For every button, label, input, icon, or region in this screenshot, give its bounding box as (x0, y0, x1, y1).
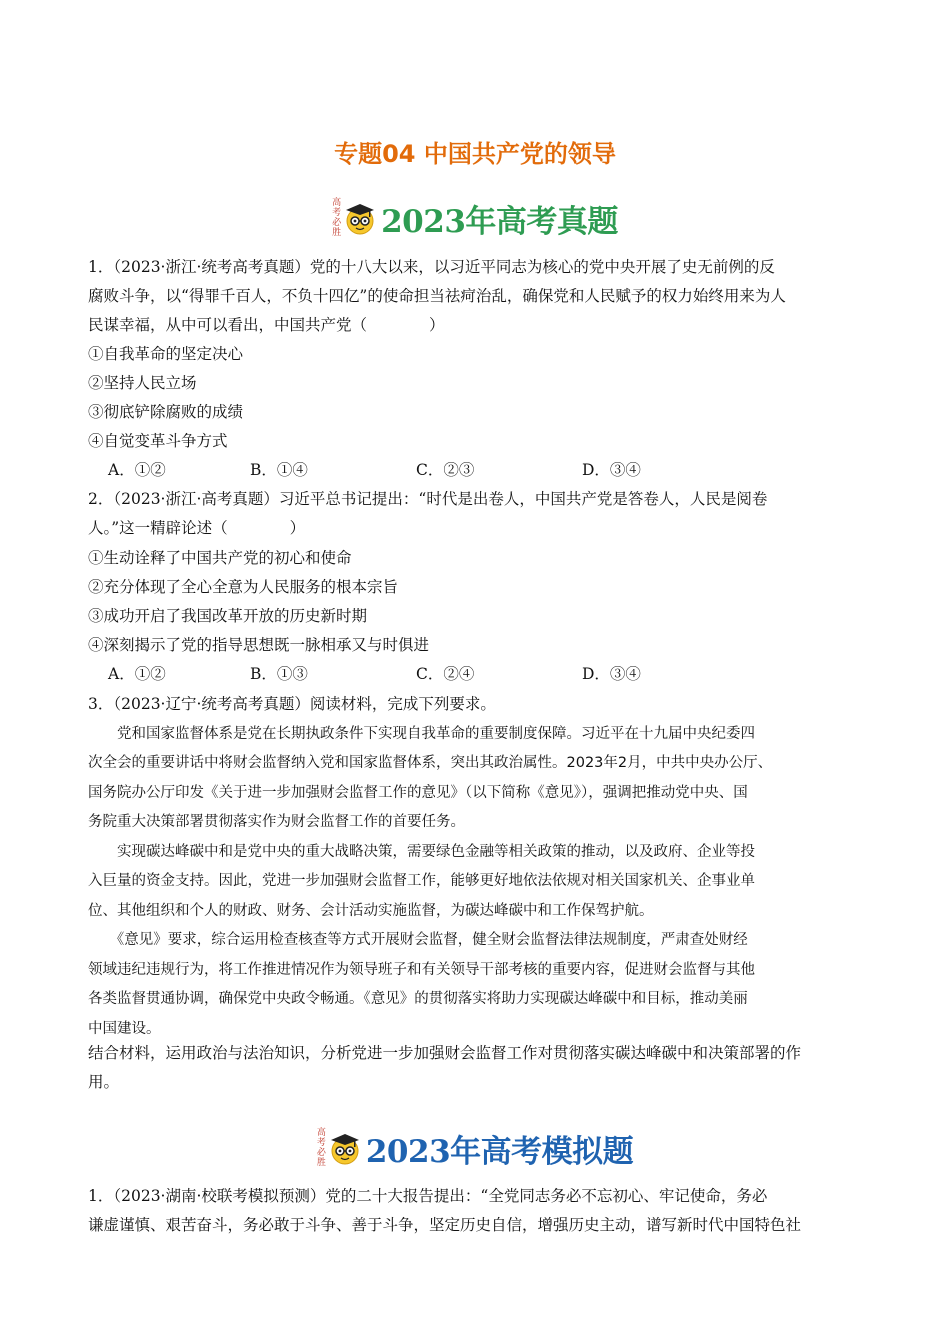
q1-item: ①自我革命的坚定决心 (88, 345, 244, 363)
q2-item: ②充分体现了全心全意为人民服务的根本宗旨 (88, 578, 399, 596)
q2-item: ③成功开启了我国改革开放的历史新时期 (88, 607, 368, 625)
badge-char: 考 (316, 1138, 326, 1148)
badge-vertical-text (332, 198, 341, 238)
q3-material-line: 位、其他组织和个人的财政、财务、会计活动实施监督，为碳达峰碳中和工作保驾护航。 (88, 903, 654, 919)
section-header-exam (0, 190, 950, 242)
q1-item: ②坚持人民立场 (88, 374, 197, 392)
exam-mascot-badge (317, 1128, 362, 1168)
q3-material-line: 次全会的重要讲话中将财会监督纳入党和国家监督体系，突出其政治属性。2023年2月，中共中央办公厅、 (88, 755, 773, 771)
q3-material-line: 领域违纪违规行为，将工作推进情况作为领导班子和有关领导干部考核的重要内容，促进财会监督与其他 (88, 962, 755, 978)
badge-char: 胜 (332, 228, 342, 238)
q3-ask-line: 结合材料，运用政治与法治知识，分析党进一步加强财会监督工作对贯彻落实碳达峰碳中和决策部署的作 (88, 1044, 802, 1062)
badge-char: 必 (316, 1148, 326, 1158)
q2-stem-line: 人。”这一精辟论述（ ） (88, 519, 306, 537)
q2-option-a: A．①② (108, 665, 166, 683)
page-title: 专题04 中国共产党的领导 (334, 140, 616, 168)
q3-stem: 3．（2023·辽宁·统考高考真题）阅读材料，完成下列要求。 (88, 695, 496, 713)
q1-option-a: A．①② (108, 461, 166, 479)
q3-material-line: 中国建设。 (88, 1021, 161, 1037)
q2-option-c: C．②④ (416, 665, 475, 683)
section-header-mock (0, 1120, 950, 1172)
q3-material-line: 实现碳达峰碳中和是党中央的重大战略决策，需要绿色金融等相关政策的推动，以及政府、企业等投 (88, 844, 755, 860)
q1-option-b: B．①④ (250, 461, 308, 479)
section-title-exam: 2023年高考真题 (381, 203, 618, 240)
q3-material-line: 各类监督贯通协调，确保党中央政令畅通。《意见》的贯彻落实将助力实现碳达峰碳中和目标，推动美丽 (88, 991, 748, 1007)
m1-stem-line: 1．（2023·湖南·校联考模拟预测）党的二十大报告提出：“全党同志务必不忘初心、牢记使命，务必 (88, 1187, 768, 1205)
q1-stem-line: 1．（2023·浙江·统考高考真题）党的十八大以来，以习近平同志为核心的党中央开展了史无前例的反 (88, 258, 775, 276)
badge-char: 考 (332, 208, 342, 218)
q3-material-line: 入巨量的资金支持。因此，党进一步加强财会监督工作，能够更好地依法依规对相关国家机关、企事业单 (88, 873, 755, 889)
q3-material-line: 党和国家监督体系是党在长期执政条件下实现自我革命的重要制度保障。习近平在十九届中央纪委四 (88, 726, 755, 742)
badge-char: 高 (332, 198, 342, 208)
q2-item: ①生动诠释了中国共产党的初心和使命 (88, 549, 352, 567)
q2-option-b: B．①③ (250, 665, 308, 683)
q1-stem-line: 腐败斗争，以“得罪千百人，不负十四亿”的使命担当祛疴治乱，确保党和人民赋予的权力始终用来为人 (88, 287, 786, 305)
graduate-face-icon (343, 201, 377, 235)
badge-char: 高 (316, 1128, 326, 1138)
graduate-face-icon (328, 1131, 362, 1165)
badge-char: 胜 (316, 1158, 326, 1168)
q1-item: ③彻底铲除腐败的成绩 (88, 403, 244, 421)
q2-item: ④深刻揭示了党的指导思想既一脉相承又与时俱进 (88, 636, 430, 654)
q1-item: ④自觉变革斗争方式 (88, 432, 228, 450)
q2-stem-line: 2．（2023·浙江·高考真题）习近平总书记提出：“时代是出卷人，中国共产党是答卷人，人民是阅卷 (88, 490, 768, 508)
q2-option-d: D．③④ (582, 665, 641, 683)
exam-mascot-badge (332, 198, 377, 238)
badge-char: 必 (332, 218, 342, 228)
m1-stem-line: 谦虚谨慎、艰苦奋斗，务必敢于斗争、善于斗争，坚定历史自信，增强历史主动，谱写新时代中国特色社 (88, 1216, 802, 1234)
section-title-mock: 2023年高考模拟题 (365, 1133, 634, 1170)
q1-option-d: D．③④ (582, 461, 641, 479)
badge-vertical-text (317, 1128, 326, 1168)
q3-ask-line: 用。 (88, 1073, 120, 1091)
q3-material-line: 《意见》要求，综合运用检查核查等方式开展财会监督，健全财会监督法律法规制度，严肃查处财经 (88, 932, 748, 948)
q1-stem-line: 民谋幸福，从中可以看出，中国共产党（ ） (88, 316, 445, 334)
q1-option-c: C．②③ (416, 461, 475, 479)
q3-material-line: 务院重大决策部署贯彻落实作为财会监督工作的首要任务。 (88, 814, 465, 830)
q3-material-line: 国务院办公厅印发《关于进一步加强财会监督工作的意见》（以下简称《意见》），强调把推动党中央、国 (88, 785, 748, 801)
